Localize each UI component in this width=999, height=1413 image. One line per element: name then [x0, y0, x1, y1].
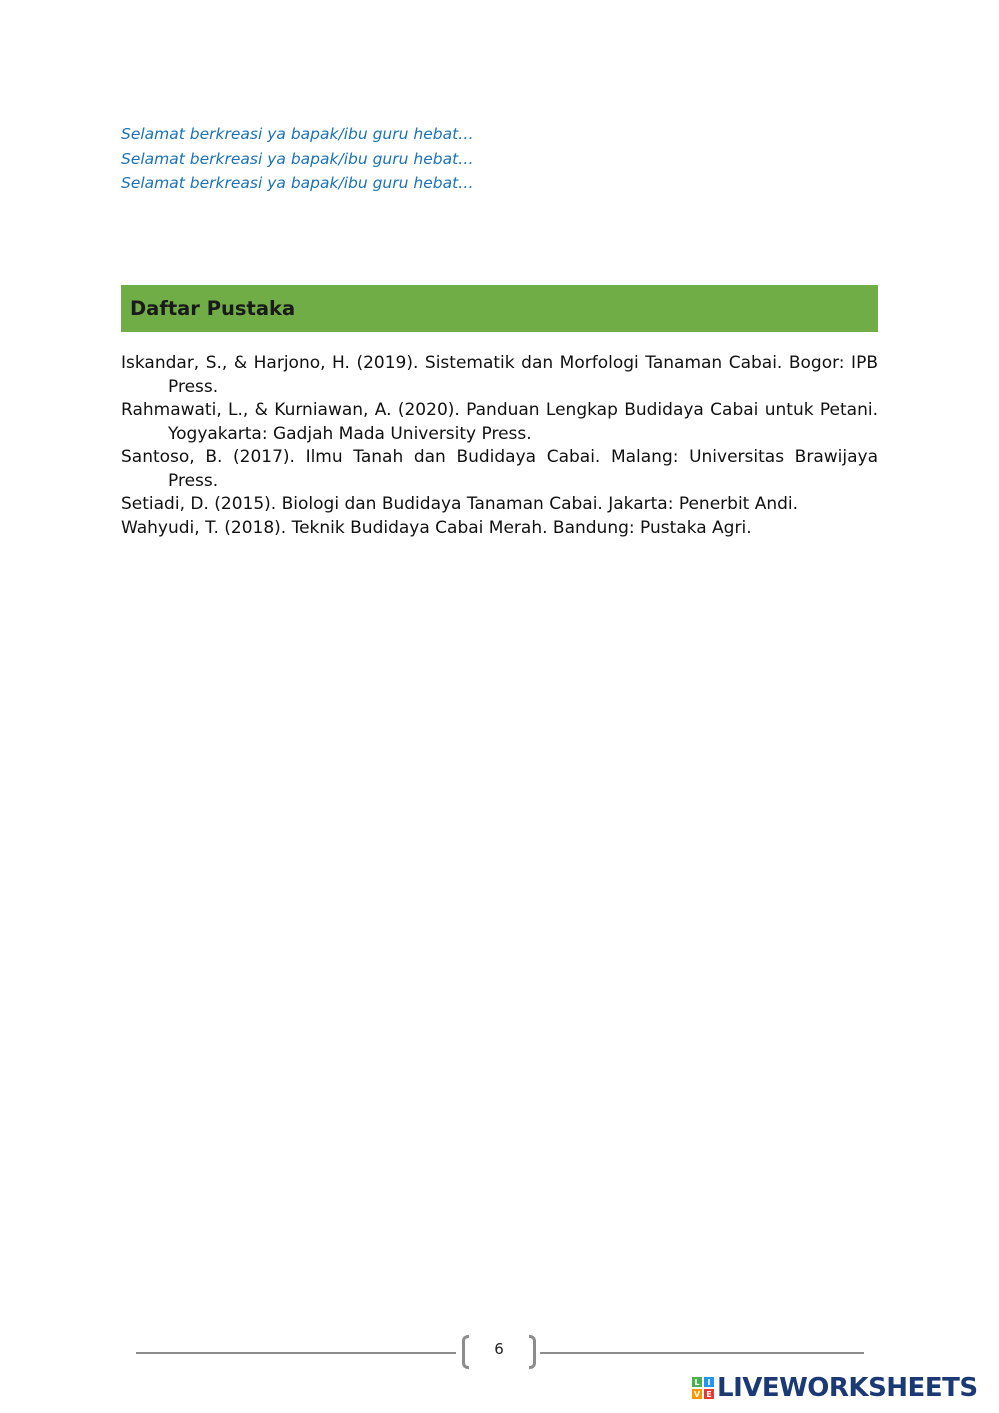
- svg-text:L: L: [694, 1378, 700, 1387]
- section-header: [121, 285, 878, 332]
- intro-block: [121, 122, 881, 196]
- intro-line: Selamat berkreasi ya bapak/ibu guru hebat…: [121, 174, 474, 193]
- svg-text:V: V: [693, 1390, 701, 1399]
- intro-line: Selamat berkreasi ya bapak/ibu guru hebat…: [121, 149, 474, 168]
- reference-item: Rahmawati, L., & Kurniawan, A. (2020). Panduan Lengkap Budidaya Cabai untuk Petani. Yogyakarta: Gadjah Mada University Press.: [121, 400, 878, 444]
- reference-item: Santoso, B. (2017). Ilmu Tanah dan Budidaya Cabai. Malang: Universitas Brawijaya Press.: [121, 447, 878, 491]
- reference-list: [121, 352, 878, 540]
- reference-item: Wahyudi, T. (2018). Teknik Budidaya Cabai Merah. Bandung: Pustaka Agri.: [121, 517, 752, 538]
- page-bracket-close: [529, 1335, 536, 1369]
- footer-divider-right: [540, 1352, 864, 1354]
- page-number: 6: [494, 1340, 504, 1358]
- page-bracket-open: [462, 1335, 469, 1369]
- section-title: Daftar Pustaka: [130, 297, 296, 320]
- reference-item: Setiadi, D. (2015). Biologi dan Budidaya Tanaman Cabai. Jakarta: Penerbit Andi.: [121, 494, 799, 514]
- liveworksheets-logo-icon: [692, 1377, 714, 1399]
- liveworksheets-watermark: [692, 1372, 978, 1404]
- watermark-text: LIVEWORKSHEETS: [717, 1373, 978, 1403]
- footer-divider-left: [136, 1352, 456, 1354]
- reference-item: Iskandar, S., & Harjono, H. (2019). Sistematik dan Morfologi Tanaman Cabai. Bogor: IPB Press.: [121, 353, 878, 397]
- intro-line: Selamat berkreasi ya bapak/ibu guru hebat…: [121, 125, 474, 143]
- svg-text:E: E: [706, 1390, 712, 1399]
- svg-text:I: I: [707, 1378, 711, 1387]
